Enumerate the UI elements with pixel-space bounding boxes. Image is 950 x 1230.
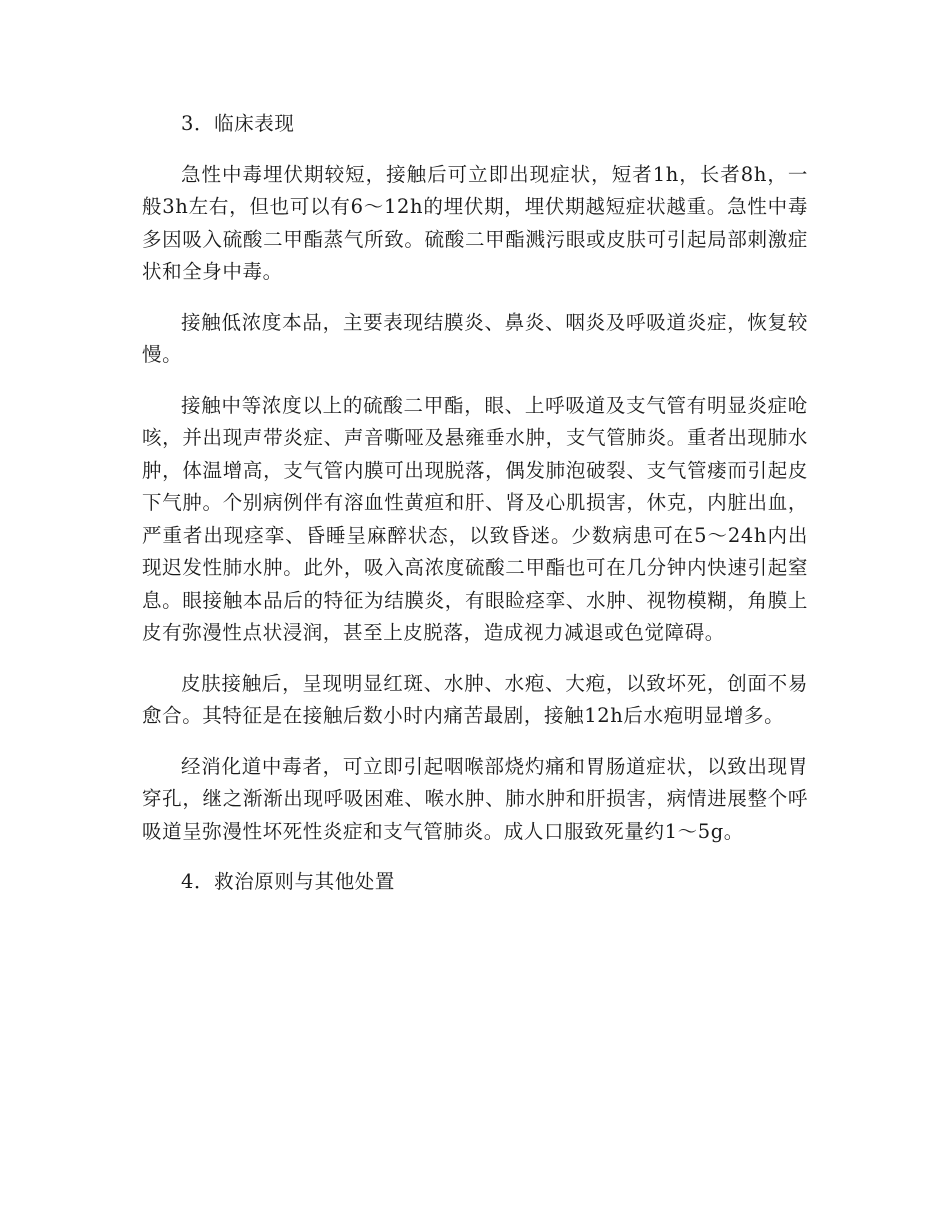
- section-heading-clinical-manifestations: 3．临床表现: [181, 112, 295, 135]
- paragraph-skin-contact: 皮肤接触后，呈现明显红斑、水肿、水疱、大疱，以致坏死，创面不易愈合。其特征是在接触后数小时内痛苦最剧，接触12h后水疱明显增多。: [142, 671, 808, 727]
- paragraph-medium-concentration: 接触中等浓度以上的硫酸二甲酯，眼、上呼吸道及支气管有明显炎症呛咳，并出现声带炎症、声音嘶哑及悬雍垂水肿，支气管肺炎。重者出现肺水肿，体温增高，支气管内膜可出现脱落，偶发肺泡破裂、支气管瘘而引起皮下气肿。个别病例伴有溶血性黄疸和肝、肾及心肌损害，休克，内脏出血，严重者出现痉挛、昏睡呈麻醉状态，以致昏迷。少数病患可在5～24h内出现迟发性肺水肿。此外，吸入高浓度硫酸二甲酯也可在几分钟内快速引起窒息。眼接触本品后的特征为结膜炎，有眼睑痉挛、水肿、视物模糊，角膜上皮有弥漫性点状浸润，甚至上皮脱落，造成视力减退或色觉障碍。: [142, 393, 808, 644]
- section-heading-treatment-principles: 4．救治原则与其他处置: [181, 870, 396, 893]
- paragraph-low-concentration: 接触低浓度本品，主要表现结膜炎、鼻炎、咽炎及呼吸道炎症，恢复较慢。: [142, 310, 808, 366]
- document-page: [142, 108, 808, 917]
- paragraph-acute-poisoning: 急性中毒埋伏期较短，接触后可立即出现症状，短者1h，长者8h，一般3h左右，但也可以有6～12h的埋伏期，埋伏期越短症状越重。急性中毒多因吸入硫酸二甲酯蒸气所致。硫酸二甲酯溅污眼或皮肤可引起局部刺激症状和全身中毒。: [142, 162, 808, 283]
- paragraph-digestive-poisoning: 经消化道中毒者，可立即引起咽喉部烧灼痛和胃肠道症状，以致出现胃穿孔，继之渐渐出现呼吸困难、喉水肿、肺水肿和肝损害，病情进展整个呼吸道呈弥漫性坏死性炎症和支气管肺炎。成人口服致死量约1～5g。: [142, 754, 808, 843]
